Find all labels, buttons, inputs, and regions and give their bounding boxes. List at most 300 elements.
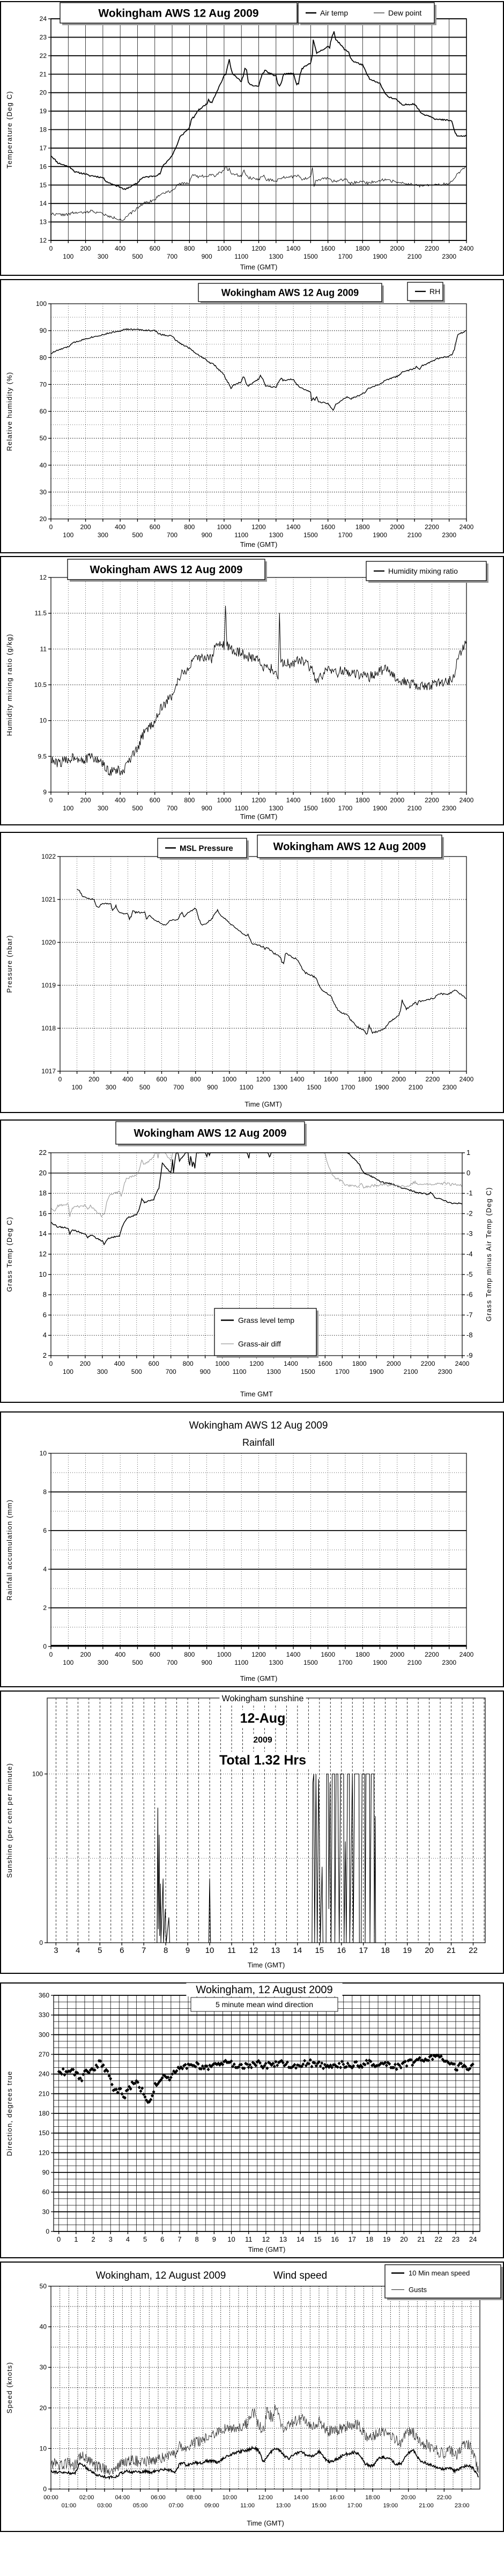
svg-text:800: 800 [190, 1075, 201, 1083]
svg-text:200: 200 [88, 1075, 100, 1083]
grass-temp-chart [0, 1119, 504, 1403]
svg-text:900: 900 [201, 531, 212, 539]
svg-text:300: 300 [97, 1368, 108, 1375]
svg-text:2400: 2400 [455, 1360, 470, 1367]
svg-text:02:00: 02:00 [79, 2494, 94, 2501]
svg-text:10: 10 [39, 1450, 47, 1457]
chart-panel-air-temp-dew-point [0, 1, 504, 276]
svg-text:0: 0 [49, 1360, 53, 1367]
svg-text:2000: 2000 [390, 1651, 405, 1658]
svg-text:1800: 1800 [355, 1651, 370, 1658]
svg-text:500: 500 [132, 804, 143, 812]
svg-text:19: 19 [403, 1946, 412, 1955]
svg-text:Rainfall: Rainfall [242, 1437, 275, 1448]
svg-text:Grass Temp minus Air Temp (Deg: Grass Temp minus Air Temp (Deg C) [485, 1187, 493, 1322]
svg-text:1100: 1100 [234, 531, 249, 539]
svg-text:150: 150 [38, 2129, 49, 2137]
svg-text:1300: 1300 [269, 1659, 284, 1666]
svg-text:14: 14 [39, 200, 47, 208]
svg-text:60: 60 [42, 2188, 49, 2196]
svg-text:1200: 1200 [251, 245, 266, 252]
svg-text:1300: 1300 [269, 531, 284, 539]
svg-text:1800: 1800 [355, 245, 370, 252]
rainfall-chart [0, 1411, 504, 1687]
svg-text:8: 8 [42, 1290, 47, 1299]
svg-text:16: 16 [331, 2235, 339, 2243]
svg-text:1900: 1900 [369, 1368, 384, 1375]
svg-text:9: 9 [185, 1946, 190, 1955]
svg-text:1000: 1000 [217, 1651, 232, 1658]
svg-text:100: 100 [63, 1659, 74, 1666]
svg-text:4: 4 [76, 1946, 80, 1955]
svg-text:12:00: 12:00 [258, 2494, 273, 2501]
svg-text:16: 16 [39, 163, 47, 171]
svg-text:11:00: 11:00 [240, 2502, 255, 2509]
svg-text:90: 90 [39, 327, 47, 335]
svg-text:04:00: 04:00 [115, 2494, 130, 2501]
svg-text:-9: -9 [466, 1351, 473, 1359]
svg-text:1100: 1100 [232, 1368, 247, 1375]
svg-text:900: 900 [201, 804, 212, 812]
svg-text:1900: 1900 [373, 253, 387, 260]
svg-text:13: 13 [39, 218, 47, 226]
svg-text:14: 14 [293, 1946, 302, 1955]
svg-text:100: 100 [63, 253, 74, 260]
svg-text:270: 270 [38, 2051, 49, 2058]
svg-text:01:00: 01:00 [61, 2502, 77, 2509]
svg-text:17: 17 [39, 144, 47, 152]
svg-text:1900: 1900 [374, 1084, 389, 1091]
svg-text:120: 120 [38, 2149, 49, 2157]
chart-panel-rainfall [0, 1411, 504, 1687]
svg-text:600: 600 [149, 796, 160, 804]
svg-text:14: 14 [39, 1230, 47, 1238]
svg-text:2400: 2400 [459, 1651, 474, 1658]
chart-panel-humidity-mixing-ratio [0, 556, 504, 825]
svg-text:06:00: 06:00 [151, 2494, 166, 2501]
chart-panel-msl-pressure [0, 832, 504, 1113]
svg-text:0: 0 [39, 1939, 43, 1946]
svg-text:22: 22 [39, 52, 47, 60]
svg-text:1018: 1018 [41, 1024, 56, 1032]
svg-text:400: 400 [122, 1075, 134, 1083]
svg-text:Dew point: Dew point [388, 9, 422, 18]
svg-text:200: 200 [79, 1360, 91, 1367]
svg-text:Time GMT: Time GMT [240, 1390, 273, 1398]
svg-text:2200: 2200 [420, 1360, 435, 1367]
svg-text:18: 18 [365, 2235, 374, 2243]
svg-text:5: 5 [143, 2235, 147, 2243]
svg-text:12: 12 [39, 574, 47, 581]
svg-text:2200: 2200 [425, 1651, 439, 1658]
svg-text:-4: -4 [466, 1250, 473, 1258]
svg-text:500: 500 [132, 1659, 143, 1666]
svg-text:360: 360 [38, 1992, 49, 1999]
svg-text:18: 18 [39, 1189, 47, 1197]
svg-text:1000: 1000 [217, 523, 232, 531]
svg-text:9.5: 9.5 [38, 752, 47, 760]
svg-text:1500: 1500 [303, 804, 318, 812]
svg-text:Gusts: Gusts [409, 2286, 427, 2294]
svg-text:Total 1.32 Hrs: Total 1.32 Hrs [219, 1753, 307, 1768]
svg-text:13: 13 [279, 2235, 287, 2243]
svg-text:-5: -5 [466, 1270, 473, 1278]
svg-text:Relative humidity (%): Relative humidity (%) [5, 371, 13, 451]
svg-text:100: 100 [62, 1368, 73, 1375]
svg-text:24: 24 [469, 2235, 477, 2243]
svg-text:12: 12 [39, 237, 47, 244]
svg-text:1300: 1300 [269, 804, 284, 812]
svg-text:2200: 2200 [425, 245, 439, 252]
svg-text:Wokingham AWS 12 Aug 2009: Wokingham AWS 12 Aug 2009 [221, 287, 359, 298]
svg-text:1700: 1700 [338, 531, 353, 539]
svg-text:2000: 2000 [390, 245, 405, 252]
svg-text:-1: -1 [466, 1189, 473, 1197]
svg-text:1: 1 [466, 1148, 471, 1157]
svg-text:16:00: 16:00 [329, 2494, 345, 2501]
svg-text:2100: 2100 [403, 1368, 418, 1375]
svg-text:1500: 1500 [307, 1084, 322, 1091]
svg-text:1100: 1100 [239, 1084, 254, 1091]
svg-text:10: 10 [205, 1946, 214, 1955]
svg-text:1100: 1100 [234, 253, 249, 260]
svg-text:23: 23 [39, 33, 47, 41]
svg-text:00:00: 00:00 [43, 2494, 58, 2501]
svg-text:10: 10 [227, 2235, 235, 2243]
svg-text:Air temp: Air temp [320, 9, 349, 18]
svg-text:2100: 2100 [407, 1659, 422, 1666]
svg-text:Wokingham AWS 12 Aug 2009: Wokingham AWS 12 Aug 2009 [134, 1128, 287, 1140]
svg-text:700: 700 [165, 1368, 176, 1375]
svg-text:800: 800 [184, 245, 195, 252]
svg-text:1800: 1800 [355, 796, 370, 804]
svg-text:1200: 1200 [251, 796, 266, 804]
svg-text:11: 11 [227, 1946, 236, 1955]
svg-text:22:00: 22:00 [436, 2494, 452, 2501]
svg-text:Speed (knots): Speed (knots) [5, 2361, 13, 2414]
svg-text:240: 240 [38, 2070, 49, 2078]
svg-text:19: 19 [39, 107, 47, 115]
svg-text:13: 13 [271, 1946, 280, 1955]
svg-text:4: 4 [125, 2235, 130, 2243]
svg-text:1017: 1017 [41, 1067, 56, 1075]
svg-text:2000: 2000 [391, 1075, 406, 1083]
svg-text:1000: 1000 [217, 245, 232, 252]
svg-text:1500: 1500 [303, 1659, 318, 1666]
chart-panel-wind-direction [0, 1982, 504, 2258]
svg-text:21: 21 [417, 2235, 425, 2243]
svg-text:1022: 1022 [41, 853, 56, 860]
svg-text:9: 9 [212, 2235, 216, 2243]
relative-humidity-chart [0, 279, 504, 553]
svg-text:1700: 1700 [338, 1659, 353, 1666]
svg-text:Rainfall accumulation (mm): Rainfall accumulation (mm) [5, 1499, 13, 1601]
svg-text:Wind speed: Wind speed [273, 2270, 328, 2281]
svg-text:12: 12 [249, 1946, 258, 1955]
svg-text:2300: 2300 [442, 531, 457, 539]
svg-text:08:00: 08:00 [186, 2494, 202, 2501]
svg-text:0: 0 [58, 1075, 62, 1083]
svg-text:Time (GMT): Time (GMT) [244, 1100, 282, 1108]
svg-text:900: 900 [201, 1659, 212, 1666]
svg-text:20: 20 [39, 515, 47, 523]
wind-speed-chart [0, 2262, 504, 2532]
svg-text:09:00: 09:00 [204, 2502, 219, 2509]
svg-text:1300: 1300 [266, 1368, 281, 1375]
svg-text:100: 100 [63, 531, 74, 539]
svg-text:1800: 1800 [355, 523, 370, 531]
svg-text:Time (GMT): Time (GMT) [247, 2519, 284, 2527]
svg-text:2: 2 [42, 1351, 47, 1359]
svg-text:2400: 2400 [459, 796, 474, 804]
svg-text:400: 400 [115, 523, 126, 531]
svg-text:600: 600 [148, 1360, 159, 1367]
svg-text:Sunshine (per cent per minute): Sunshine (per cent per minute) [5, 1762, 13, 1878]
svg-text:5: 5 [98, 1946, 102, 1955]
svg-text:1200: 1200 [249, 1360, 264, 1367]
svg-text:18: 18 [381, 1946, 390, 1955]
svg-text:2100: 2100 [408, 1084, 423, 1091]
svg-text:1400: 1400 [286, 796, 301, 804]
svg-text:1000: 1000 [222, 1075, 237, 1083]
svg-text:700: 700 [167, 804, 178, 812]
svg-text:-6: -6 [466, 1290, 473, 1299]
svg-text:Wokingham, 12 August 2009: Wokingham, 12 August 2009 [95, 2270, 226, 2281]
svg-text:23:00: 23:00 [454, 2502, 470, 2509]
wind-direction-chart [0, 1982, 504, 2258]
svg-text:0: 0 [46, 2228, 49, 2235]
svg-text:70: 70 [39, 380, 47, 389]
svg-text:20:00: 20:00 [401, 2494, 416, 2501]
svg-text:15: 15 [39, 181, 47, 189]
svg-text:100: 100 [32, 1770, 43, 1778]
svg-text:5 minute mean wind direction: 5 minute mean wind direction [215, 2000, 314, 2009]
svg-text:Time (GMT): Time (GMT) [240, 263, 278, 271]
svg-text:2100: 2100 [407, 253, 422, 260]
svg-text:1800: 1800 [358, 1075, 372, 1083]
svg-text:18: 18 [39, 126, 47, 134]
svg-text:Time (GMT): Time (GMT) [240, 1674, 278, 1682]
svg-text:16: 16 [337, 1946, 346, 1955]
svg-text:50: 50 [39, 434, 47, 442]
svg-text:2000: 2000 [390, 523, 405, 531]
svg-text:90: 90 [42, 2169, 49, 2176]
svg-text:15: 15 [315, 1946, 324, 1955]
svg-text:40: 40 [39, 461, 47, 469]
svg-text:100: 100 [63, 804, 74, 812]
svg-text:7: 7 [177, 2235, 182, 2243]
svg-text:1019: 1019 [41, 982, 56, 989]
svg-text:05:00: 05:00 [132, 2502, 148, 2509]
svg-text:0: 0 [43, 1643, 47, 1650]
svg-text:17: 17 [348, 2235, 357, 2243]
svg-text:10.5: 10.5 [34, 681, 47, 689]
svg-text:1300: 1300 [273, 1084, 287, 1091]
svg-text:Wokingham sunshine: Wokingham sunshine [221, 1694, 304, 1703]
svg-text:400: 400 [115, 796, 126, 804]
svg-text:13:00: 13:00 [276, 2502, 291, 2509]
svg-text:22: 22 [39, 1148, 47, 1157]
svg-text:50: 50 [39, 2282, 47, 2290]
svg-text:2000: 2000 [390, 796, 405, 804]
svg-text:0: 0 [49, 523, 53, 531]
svg-text:600: 600 [156, 1075, 167, 1083]
svg-text:1400: 1400 [286, 1651, 301, 1658]
svg-text:7: 7 [142, 1946, 146, 1955]
svg-text:18:00: 18:00 [365, 2494, 380, 2501]
svg-text:1000: 1000 [217, 796, 232, 804]
humidity-mixing-ratio-chart [0, 556, 504, 825]
svg-text:10:00: 10:00 [222, 2494, 238, 2501]
chart-panel-wind-speed [0, 2262, 504, 2532]
svg-text:1100: 1100 [234, 804, 249, 812]
svg-text:1400: 1400 [286, 523, 301, 531]
svg-text:700: 700 [167, 253, 178, 260]
svg-text:6: 6 [160, 2235, 165, 2243]
svg-text:0: 0 [57, 2235, 61, 2243]
svg-text:8: 8 [195, 2235, 199, 2243]
svg-text:2400: 2400 [459, 523, 474, 531]
svg-text:1900: 1900 [373, 1659, 387, 1666]
msl-pressure-chart [0, 832, 504, 1113]
svg-text:11: 11 [40, 645, 47, 653]
svg-text:1600: 1600 [321, 245, 336, 252]
svg-text:0: 0 [49, 245, 53, 252]
svg-text:3: 3 [54, 1946, 58, 1955]
svg-text:700: 700 [173, 1084, 184, 1091]
svg-text:60: 60 [39, 407, 47, 415]
svg-text:1300: 1300 [269, 253, 284, 260]
svg-text:1200: 1200 [256, 1075, 271, 1083]
svg-text:900: 900 [199, 1368, 211, 1375]
svg-text:1500: 1500 [301, 1368, 315, 1375]
svg-text:22: 22 [434, 2235, 442, 2243]
svg-text:22: 22 [469, 1946, 478, 1955]
svg-text:400: 400 [115, 245, 126, 252]
svg-text:Temperature (Deg C): Temperature (Deg C) [5, 91, 13, 169]
svg-text:12: 12 [39, 1250, 47, 1258]
svg-text:900: 900 [201, 253, 212, 260]
chart-panel-grass-temp [0, 1119, 504, 1403]
svg-text:0: 0 [43, 2485, 47, 2493]
svg-text:Wokingham AWS 12 Aug 2009: Wokingham AWS 12 Aug 2009 [98, 7, 259, 20]
svg-text:1021: 1021 [41, 896, 56, 903]
svg-text:-2: -2 [466, 1209, 473, 1218]
svg-text:1500: 1500 [303, 253, 318, 260]
svg-text:2200: 2200 [425, 523, 439, 531]
svg-text:30: 30 [42, 2208, 49, 2216]
svg-text:100: 100 [71, 1084, 83, 1091]
svg-text:Wokingham AWS 12 Aug 2009: Wokingham AWS 12 Aug 2009 [90, 564, 243, 576]
svg-text:200: 200 [80, 523, 91, 531]
svg-text:1700: 1700 [338, 253, 353, 260]
svg-text:14:00: 14:00 [293, 2494, 309, 2501]
svg-text:14: 14 [297, 2235, 305, 2243]
svg-text:2400: 2400 [459, 245, 474, 252]
svg-text:21: 21 [447, 1946, 456, 1955]
air-temp-dew-point-chart [0, 1, 504, 276]
svg-text:900: 900 [207, 1084, 218, 1091]
svg-text:1700: 1700 [338, 804, 353, 812]
svg-text:40: 40 [39, 2323, 47, 2331]
svg-text:200: 200 [80, 796, 91, 804]
svg-text:2300: 2300 [438, 1368, 453, 1375]
svg-text:800: 800 [184, 796, 195, 804]
svg-text:3: 3 [108, 2235, 113, 2243]
svg-text:10: 10 [39, 716, 47, 724]
svg-text:300: 300 [97, 1659, 108, 1666]
svg-text:03:00: 03:00 [97, 2502, 112, 2509]
svg-text:10: 10 [39, 1270, 47, 1278]
svg-text:30: 30 [39, 2363, 47, 2372]
svg-text:17:00: 17:00 [347, 2502, 362, 2509]
svg-text:21: 21 [39, 70, 47, 78]
svg-text:1020: 1020 [41, 939, 56, 946]
svg-text:Time (GMT): Time (GMT) [248, 2245, 286, 2253]
svg-text:RH: RH [429, 287, 441, 296]
svg-text:Wokingham AWS 12 Aug 2009: Wokingham AWS 12 Aug 2009 [273, 841, 426, 853]
svg-text:0: 0 [49, 1651, 53, 1658]
svg-text:300: 300 [38, 2031, 49, 2039]
svg-text:800: 800 [184, 523, 195, 531]
svg-text:Grass-air diff: Grass-air diff [238, 1340, 281, 1349]
svg-text:700: 700 [167, 1659, 178, 1666]
svg-text:1500: 1500 [303, 531, 318, 539]
svg-text:8: 8 [163, 1946, 168, 1955]
svg-text:800: 800 [184, 1651, 195, 1658]
svg-text:2100: 2100 [407, 804, 422, 812]
svg-text:11: 11 [244, 2235, 253, 2243]
sunshine-chart [0, 1690, 504, 1974]
svg-text:20: 20 [39, 89, 47, 97]
svg-text:9: 9 [43, 788, 47, 796]
svg-text:180: 180 [38, 2110, 49, 2117]
svg-text:330: 330 [38, 2011, 49, 2019]
svg-text:800: 800 [182, 1360, 194, 1367]
svg-text:24: 24 [39, 15, 47, 23]
svg-text:20: 20 [39, 2404, 47, 2412]
chart-panel-relative-humidity [0, 279, 504, 553]
svg-text:1600: 1600 [321, 796, 336, 804]
svg-text:-7: -7 [466, 1311, 473, 1319]
svg-text:1600: 1600 [317, 1360, 332, 1367]
svg-text:1900: 1900 [373, 804, 387, 812]
svg-text:07:00: 07:00 [168, 2502, 184, 2509]
svg-text:21:00: 21:00 [419, 2502, 434, 2509]
chart-panel-sunshine [0, 1690, 504, 1974]
svg-text:11.5: 11.5 [34, 609, 47, 617]
svg-text:300: 300 [97, 253, 108, 260]
svg-text:300: 300 [97, 804, 108, 812]
svg-text:12-Aug: 12-Aug [240, 1711, 286, 1726]
svg-text:2200: 2200 [425, 1075, 440, 1083]
svg-text:1000: 1000 [215, 1360, 229, 1367]
svg-text:Direction, degrees true: Direction, degrees true [5, 2070, 13, 2156]
svg-text:1600: 1600 [321, 523, 336, 531]
svg-text:1100: 1100 [234, 1659, 249, 1666]
svg-text:600: 600 [149, 523, 160, 531]
svg-text:20: 20 [425, 1946, 434, 1955]
svg-text:80: 80 [39, 354, 47, 362]
svg-text:300: 300 [105, 1084, 116, 1091]
svg-text:Humidity mixing ratio: Humidity mixing ratio [388, 567, 458, 576]
svg-text:0: 0 [466, 1168, 471, 1177]
svg-text:0: 0 [49, 796, 53, 804]
svg-text:700: 700 [167, 531, 178, 539]
svg-text:1600: 1600 [323, 1075, 338, 1083]
svg-text:4: 4 [42, 1331, 47, 1340]
svg-text:2300: 2300 [442, 253, 457, 260]
